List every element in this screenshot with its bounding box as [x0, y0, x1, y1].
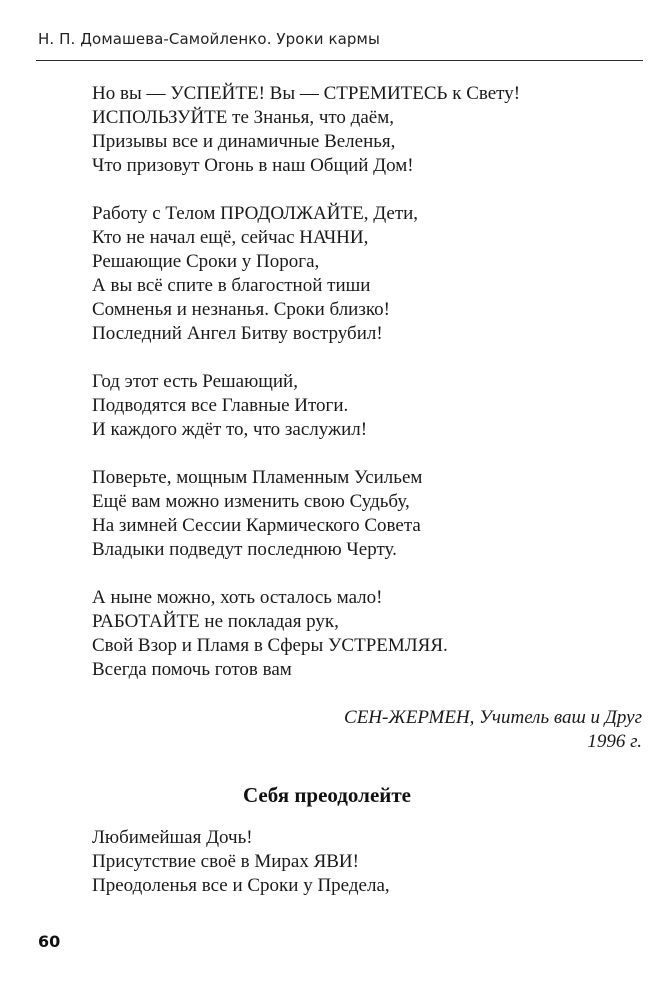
poem-line: Призывы все и динамичные Веленья, — [92, 131, 396, 152]
section-title: Себя преодолейте — [242, 783, 411, 807]
poem-line: Поверьте, мощным Пламенным Усильем — [92, 467, 423, 488]
poem-line: ИСПОЛЬЗУЙТЕ те Знанья, что даём, — [92, 107, 394, 128]
poem-line: Свой Взор и Пламя в Сферы УСТРЕМЛЯЯ. — [92, 635, 448, 656]
poem-stanza — [92, 202, 612, 346]
poem-line: Решающие Сроки у Порога, — [92, 251, 320, 272]
poem-line: Присутствие своё в Мирах ЯВИ! — [92, 851, 359, 872]
signature-author: СЕН-ЖЕРМЕН, Учитель ваш и Друг — [344, 707, 642, 728]
poem-stanza — [92, 466, 612, 562]
poem-line: Подводятся все Главные Итоги. — [92, 395, 349, 416]
poem-stanza — [92, 826, 612, 898]
poem-line: Кто не начал ещё, сейчас НАЧНИ, — [92, 227, 369, 248]
poem-line: Преодоленья все и Сроки у Предела, — [92, 875, 390, 896]
poem-stanza — [92, 586, 612, 682]
poem-stanza — [92, 82, 612, 178]
poem-line: Любимейшая Дочь! — [92, 827, 253, 848]
header-rule — [36, 60, 643, 61]
poem-line: И каждого ждёт то, что заслужил! — [92, 419, 368, 440]
poem-line: Владыки подведут последнюю Черту. — [92, 539, 397, 560]
poem-line: Ещё вам можно изменить свою Судьбу, — [92, 491, 410, 512]
running-header: Н. П. Домашева-Самойленко. Уроки кармы — [38, 30, 380, 48]
page-number: 60 — [38, 932, 61, 951]
poem-line: Всегда помочь готов вам — [92, 659, 292, 680]
poem-line: Последний Ангел Битву вострубил! — [92, 323, 383, 344]
poem-line: На зимней Сессии Кармического Совета — [92, 515, 421, 536]
poem-stanza — [92, 370, 612, 442]
poem-line: Сомненья и незнанья. Сроки близко! — [92, 299, 390, 320]
poem-line: Год этот есть Решающий, — [92, 371, 298, 392]
poem-line: Но вы — УСПЕЙТЕ! Вы — СТРЕМИТЕСЬ к Свету! — [92, 83, 521, 104]
poem-line: А вы всё спите в благостной тиши — [92, 275, 371, 296]
poem-line: РАБОТАЙТЕ не покладая рук, — [92, 611, 339, 632]
poem-line: Работу с Телом ПРОДОЛЖАЙТЕ, Дети, — [92, 203, 419, 224]
poem-line: А ныне можно, хоть осталось мало! — [92, 587, 383, 608]
poem-line: Что призовут Огонь в наш Общий Дом! — [92, 155, 414, 176]
signature-year: 1996 г. — [587, 731, 642, 752]
